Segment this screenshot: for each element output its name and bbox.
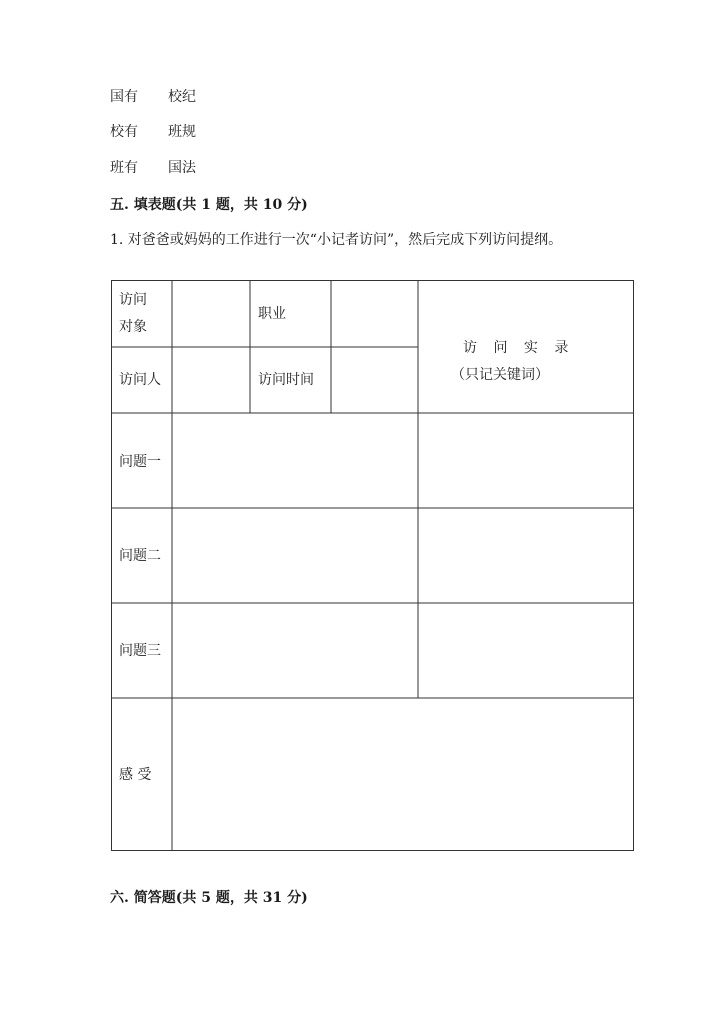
interview-table: [111, 280, 634, 851]
feelings-label: 感 受: [119, 767, 152, 783]
question-two-label: 问题二: [119, 548, 161, 564]
matching-right: 校纪: [168, 89, 196, 105]
matching-left: 国有: [110, 89, 138, 105]
record-title: 访 问 实 录: [463, 340, 575, 356]
interview-time-label: 访问时间: [258, 372, 314, 388]
question-three-label: 问题三: [119, 643, 161, 659]
table-border: [112, 281, 634, 851]
table-grid: [111, 280, 634, 851]
matching-left: 班有: [110, 160, 138, 176]
question-one-label: 问题一: [119, 454, 161, 470]
matching-left: 校有: [110, 124, 138, 140]
matching-row-2: [110, 123, 196, 141]
matching-row-1: [110, 88, 196, 106]
record-note: （只记关键词）: [451, 367, 549, 383]
matching-right: 班规: [168, 124, 196, 140]
interviewee-label-1: 访问: [119, 292, 147, 308]
section-six-heading: 六. 简答题(共 5 题，共 31 分): [110, 890, 308, 906]
occupation-label: 职业: [258, 306, 286, 322]
section-five-heading: 五. 填表题(共 1 题，共 10 分): [110, 197, 308, 213]
question-text: 1. 对爸爸或妈妈的工作进行一次“小记者访问”，然后完成下列访问提纲。: [110, 232, 563, 248]
interviewer-label: 访问人: [119, 372, 161, 388]
matching-right: 国法: [168, 160, 196, 176]
interviewee-label-2: 对象: [119, 319, 147, 335]
matching-row-3: [110, 159, 196, 177]
